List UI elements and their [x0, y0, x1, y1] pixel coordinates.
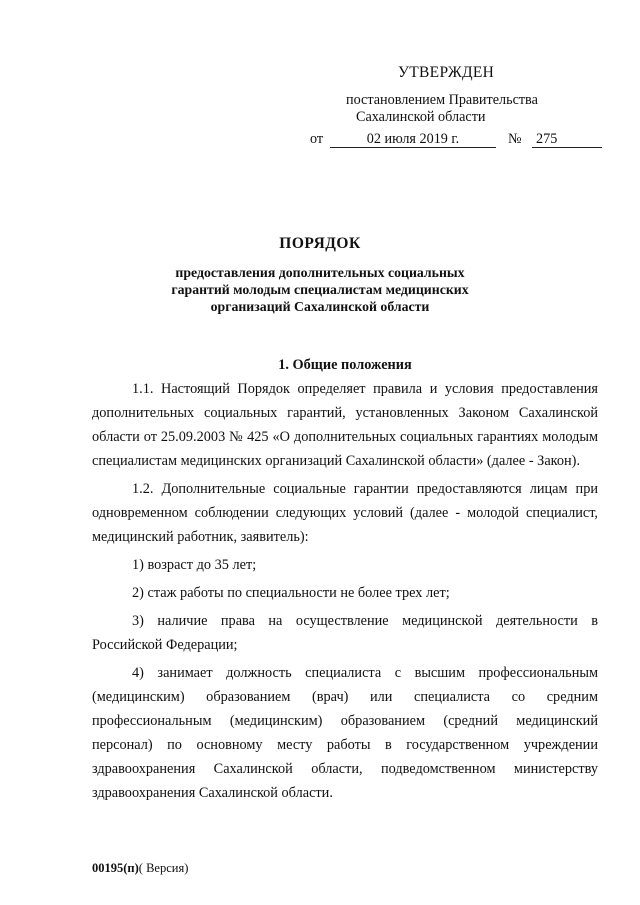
document-subtitle	[0, 264, 640, 315]
paragraph-1-1: 1.1. Настоящий Порядок определяет правила и условия предоставления дополнительных социальных гарантий, установленных Законом Сахалинской области от 25.09.2003 № 425 «О дополнительных социальных гарантиях молодым специалистам медицинских организаций Сахалинской области» (далее - Закон).	[92, 381, 598, 469]
list-item-1: 1) возраст до 35 лет;	[132, 557, 257, 573]
from-label: от	[310, 131, 324, 147]
decree-date: 02 июля 2019 г.	[330, 131, 496, 148]
paragraph-1-2: 1.2. Дополнительные социальные гарантии предоставляются лицам при одновременном соблюдении следующих условий (далее - молодой специалист, медицинский работник, заявитель):	[92, 481, 598, 545]
document-code: 00195(п)	[92, 861, 139, 875]
subtitle-line-2: гарантий молодым специалистам медицинских	[171, 282, 469, 297]
number-label: №	[508, 131, 522, 147]
section-heading: 1. Общие положения	[278, 357, 412, 373]
list-item-4: 4) занимает должность специалиста с высшим профессиональным (медицинским) образованием (врач) или специалиста со средним профессиональным (медицинским) образованием (средний медицинский персонал) по основному месту работы в государственном учреждении здравоохранения Сахалинской области, подведомственном министерству здравоохранения Сахалинской области.	[92, 665, 598, 801]
subtitle-line-1: предоставления дополнительных социальных	[175, 265, 465, 280]
subtitle-line-3: организаций Сахалинской области	[210, 299, 430, 314]
decree-number-field	[532, 131, 602, 148]
document-title: ПОРЯДОК	[279, 235, 361, 252]
decree-number: 275	[536, 131, 558, 147]
document-footer	[92, 861, 188, 876]
list-item-2: 2) стаж работы по специальности не более трех лет;	[132, 585, 450, 601]
approved-label: УТВЕРЖДЕН	[398, 64, 495, 81]
decree-date-line	[310, 131, 600, 151]
document-version: ( Версия)	[138, 861, 189, 875]
list-item-3: 3) наличие права на осуществление медицинской деятельности в Российской Федерации;	[92, 613, 598, 653]
decree-line-2: Сахалинской области	[356, 109, 486, 125]
document-body	[92, 377, 598, 805]
decree-line-1: постановлением Правительства	[346, 92, 538, 108]
